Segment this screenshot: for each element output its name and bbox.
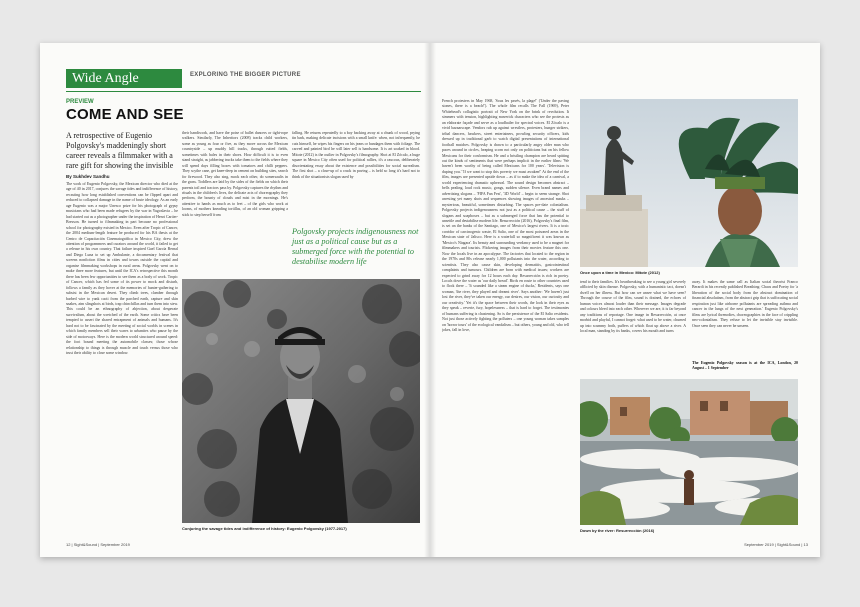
body-column-2 — [182, 131, 288, 277]
body-column-1 — [66, 182, 178, 534]
article-headline: COME AND SEE — [66, 106, 184, 123]
magazine-spread — [40, 43, 820, 557]
body-column-6 — [692, 280, 798, 360]
body-column-3 — [292, 131, 420, 223]
mitote-photo-image — [580, 99, 798, 267]
endnote — [692, 361, 798, 373]
article-kicker: PREVIEW — [66, 99, 94, 105]
body-text: away. It makes the same call as Italian social theorist Franco Berardi in his recently published Breathing: Chaos and Poetry for 'a liberation of the social body from the abstract domination of financial absolutism, from the abstract grip that is suffocating social respiration just like airborne pollutants are spreading asthma and cancer in the lungs of the next generation.' Eugenio Polgovsky's films are lyrical threnodies, choreographies in the face of crippling neo-colonialism. They refuse to let the invisible stay invisible. Once seen they can never be unseen. — [692, 280, 798, 328]
header-rule — [66, 91, 421, 92]
body-text: The work of Eugenio Polgovsky, the Mexican director who died at the age of 40 in 2017, conjures the savage tides and indifference of history, recasting how long established conventions can be flipped apart and reduced to collapsed damage in the name of brute ideology. As an early age Eugenio was a major Unesco prize for his photograph of gypsy musicians who had been made refugees by the war in Yugoslavia – he had started out as a photographer under the inspiration of Henri Cartier-Bresson. He turned to filmmaking in part because no professional school for photography existed in Mexico. Even after Tropic of Cancer, the 2004 medium-length feature he produced for his BA thesis at the Centro de Capacitación Cinematográfica in Mexico City, drew the attention of programmers and curators around the world, it failed to get a release in his own country. That failure inspired Gael García Bernal and Diego Luna to set up Ambulante, a documentary festival that screens nonfiction films in cities and towns outside the capital and organise filmmaking workshops in rural areas. Polgovsky went on to make three more features, but until the ICA's retrospective this month there has been few opportunities to see them as a body of work. Tropic of Cancer, which has fed some of its power to mock and disturb, follows a family as they hover at the memories of hunter-gathering to subsist in the Mexican desert. They climb trees, clamber through barbed wire to yank cacti from the parched earth, capture and skin snakes, aim slingshots at birds, trap chinchillas and turn them into stew. This could be an ethnography of abjection, about desperate survivalism, about the wretched of the earth. Some critics have been tempted to assert the shared entrapment of animals and humans. It's hard not to be fascinated by the meeting of social worlds in scenes in which family members sell their wares to urbanites who pause by the side of motorways. Here is the modern world structured around speed: the foot bound meeting the automobile classes; those whose relationship to things is through muscle and touch versus those who trust their ability to close some window. — [66, 182, 178, 356]
resurreccion-photo-image — [580, 379, 798, 525]
body-text: falling. He returns repeatedly to a boy backing away at a chunk of wood, prying tin bark, making delicate incisions with a small knife: when, not infrequently, he cuts himself, he wipes his fingers on his jeans or bandages them with foliage. The carved and painted bird he will later sell is handsome. It is art soaked in blood. Mitote (2012) is the outlier in Polgovsky's filmography. Shot at El Zócalo, a huge square in Mexico City often used for political rallies, it's a raucous, deliberately disorientating essay about the existence and possibilities for social surrealism. The first shot – a close-up of a crack in paving – is held so long it's hard not to think of the situationists slogan used by — [292, 131, 420, 179]
portrait-photo-image — [182, 279, 420, 523]
resurreccion-caption: Down by the river: Resurrección (2016) — [580, 528, 655, 533]
pull-quote: Polgovsky projects indigenousness not just as a political cause but as a submerged force with the potential to destabilise modern life — [292, 227, 419, 266]
body-column-5 — [580, 280, 686, 373]
portrait-caption: Conjuring the savage tides and indifference of history: Eugenio Polgovsky (1977-2017) — [182, 526, 347, 531]
left-folio: 12 | Sight&Sound | September 2019 — [66, 542, 130, 547]
mitote-caption: Once upon a time in Mexico: Mitote (2012) — [580, 270, 660, 275]
article-byline: By Sukhdev Sandhu — [66, 174, 110, 179]
right-folio: September 2019 | Sight&Sound | 13 — [744, 542, 808, 547]
endnote-text: The Eugenio Polgovsky season is at the ICA, London, 20 August – 1 September — [692, 361, 798, 371]
body-column-4 — [442, 99, 569, 535]
body-text: French protesters in May 1968, 'Sous les pavés, la plage!' ('Under the paving stones, there is a beach!'). The whole film recalls The Fall (1969), Peter Whitehead's collagistic portrait of New York on the brink of revolution. It simmers with tension, highlighting maverick characters who see the protests as an elaborate façade and serve as a loudhailer for spectral voices. El Zócalo is a vivid bazaarscape. Vendors rub up against wrestlers, protesters, hunger strikers, tribal dancers, hawkers, street entertainers, prowling security officers, kids dressed up in traditional garb to watch digital presentations of international football matches. Polgovsky is drawn to a particularly angry older man who paces around in circles, heaping scorn not only on politicians but on his fellow Mexicans for their conformism. He and a bristling champion are heard spitting out the kinds of sentiments that were perhaps implicit in the earlier films: 'We haven't been worthy of being called Mexicans for 100 years'. 'Television is duping you.' 'If we want to stop this poverty we must awaken!' At the end of the film, images are presented upside down – as if to make the idea of a carnival, a world experiencing dramatic upheaval. The sound design becomes abstract – bells pealing, loud rock music, gongs, sudden silence. Even brand names and advertising slogans – 'FIFA Fan Fest', '3D World' – begin to seem strange. Shot arresting yet many shots and sequences showing images of ancestral masks – mysterious, beautiful, sometimes disturbing. The spaces pre-date colonialism. Polgovsky projects indigenousness not just as a political cause – the stuff of slogans and soapboxes – but as a submerged force that has the potential to unsettle and destabilise modern life. Resurrección (2016), Polgovsky's final film, is set on the banks of the Santiago, one of Mexico's largest rivers. It is a toxic corridor of carcinogenic waste, El Salto, one of the most poisoned areas in the Mexican state of Jalisco. Here is a waterfall so magnificent it was known as 'Mexico's Niagara'. Its beauty and surrounding verdancy used to be a magnet for filmmakers and tourists. Flickering images from their movies feature this one. Now the locals live in an apocalypse. The factories that located to the region in the 1970s and 80s release nearly 1,000 pollutants into the water, according to scientists. They also cause skin, developing dermatitis, gastrointestinal complaints and tumours. Children are born with medical issues; workers are expected to grind away for 12 hours each day. Resurrección is rich in poetry. Locals dove the water as 'our daily bread'. Birds en route to other countries used to flock there – 'It sounded like a steam engine of ducks,' Residents, says one woman, 'the river, they played and dreamt river'. Says another: 'We haven't just lost the river, they've taken our energy, our desires, our vision, our curiosity and our creativity.' Yet it's the space between their words, the look in their eyes as they speak – reverie, fury, hopelessness – that is hard to forget. The testimonies of humans suffering is chastening. So is the persistence of the El Salto residents. Not just those actively fighting the polluters – one young woman takes samples on 'horror tours' of the ecological vandalism – but others, young and old, who tell jokes, fall in love, — [442, 99, 569, 333]
article-standfirst: A retrospective of Eugenio Polgovsky's maddeningly short career reveals a filmmaker with a rare gift for showing the invisible — [66, 131, 174, 170]
mitote-photo — [580, 99, 798, 267]
body-text: their handiwork, and have the poise of ballet dancers or tight-rope walkers. Similarly, The Inheritors (2008) tracks child workers, some as young as four or five, as they move across the Mexican countryside – up muddy hill tracks, through rutted fields, sometimes with bales in their shoes. How difficult it is to even stand straight, as jabbering trucks take them to the fields where they will spend days filling boxes with tomatoes and chilli peppers. They scythe cane, get knee-deep in cement on building sites, search for firewood. They also sing, mock each other, do somersaults in the grass. Toddlers are laid by the sides of the fields on which their parents toil and tractors pass by. Polgovsky captures the rhythm and rituals in the children's lives, the delicate acts of choreography they perform, the bounty of clouds and mist in the mornings. He's attentive to hands as much as to feet – of the girls who work at looms, of mothers kneading tortillas, of an old woman gripping a stick to step herself from — [182, 131, 288, 217]
resurreccion-photo — [580, 379, 798, 525]
right-page — [430, 43, 820, 557]
left-page — [40, 43, 430, 557]
body-text: tend to their families. It's heartbreaking to see a young girl severely afflicted by skin disease. Polgovsky, with a humanistic tact, doesn't dwell on her illness. But how can we unsee what we have seen? Through the course of the film, sound is drained, the echoes of human voices almost louder than their message. Images degrade and colours bleed into each other. Wherever we are, it is far beyond any traditions of reportage. One image in Resurrección, at once morbid and playful, I cannot forget: what used to be water, churned up into scummy froth, puffers of which float up above a river. A local man, standing by its banks, covers his mouth and turns — [580, 280, 686, 334]
section-subtitle: EXPLORING THE BIGGER PICTURE — [190, 72, 301, 78]
section-banner: Wide Angle — [66, 69, 182, 88]
portrait-photo — [182, 279, 420, 523]
